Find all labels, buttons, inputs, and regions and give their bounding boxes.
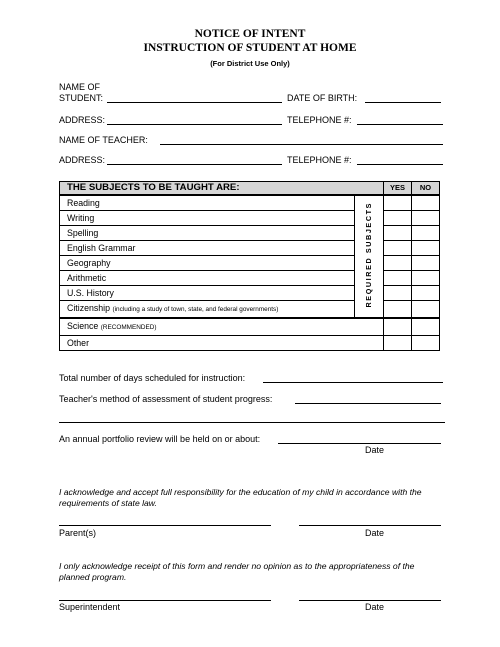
teacher-address-field[interactable] [107,164,282,165]
subject-reading: Reading [60,195,355,211]
student-label: STUDENT: [59,93,104,103]
superintendent-label: Superintendent [59,602,121,612]
student-name-field[interactable] [107,102,282,103]
checkbox-no[interactable] [412,286,440,301]
checkbox-yes[interactable] [384,195,412,211]
checkbox-yes[interactable] [384,241,412,256]
checkbox-yes[interactable] [384,211,412,226]
subject-arithmetic: Arithmetic [60,271,355,286]
district-use-note: (For District Use Only) [210,59,290,68]
checkbox-no[interactable] [412,271,440,286]
checkbox-no[interactable] [412,241,440,256]
superintendent-date-label: Date [365,602,385,612]
subject-spelling: Spelling [60,226,355,241]
table-row [60,195,440,211]
parent-label: Parent(s) [59,528,97,538]
table-row [60,336,440,351]
checkbox-yes[interactable] [384,336,412,351]
subject-english-grammar: English Grammar [60,241,355,256]
portfolio-review-label: An annual portfolio review will be held on or about: [59,434,261,444]
subjects-heading: THE SUBJECTS TO BE TAUGHT ARE: [60,182,384,196]
name-of-label: NAME OF [59,82,101,92]
address-field[interactable] [107,124,282,125]
required-subjects-label: REQUIRED SUBJECTS [355,195,384,318]
parent-date-field[interactable] [299,525,441,526]
subjects-table [59,181,440,351]
subject-geography: Geography [60,256,355,271]
checkbox-yes[interactable] [384,256,412,271]
portfolio-date-label: Date [365,445,385,455]
teacher-telephone-label: TELEPHONE #: [287,155,352,165]
subject-writing: Writing [60,211,355,226]
checkbox-yes[interactable] [384,301,412,319]
yes-column-header: YES [384,182,412,196]
telephone-label: TELEPHONE #: [287,115,352,125]
no-column-header: NO [412,182,440,196]
checkbox-yes[interactable] [384,226,412,241]
teacher-label: NAME OF TEACHER: [59,135,148,145]
assessment-field[interactable] [295,403,441,404]
checkbox-no[interactable] [412,226,440,241]
teacher-telephone-field[interactable] [357,164,443,165]
assessment-label: Teacher's method of assessment of student progress: [59,394,273,404]
superintendent-date-field[interactable] [299,600,441,601]
dob-field[interactable] [365,102,441,103]
dob-label: DATE OF BIRTH: [287,93,358,103]
form-subtitle: INSTRUCTION OF STUDENT AT HOME [143,42,357,54]
form-title: NOTICE OF INTENT [194,28,306,40]
teacher-address-label: ADDRESS: [59,155,106,165]
checkbox-no[interactable] [412,318,440,336]
checkbox-yes[interactable] [384,318,412,336]
subject-science: Science (RECOMMENDED) [60,318,384,336]
table-row [60,318,440,336]
parent-signature-field[interactable] [59,525,271,526]
superintendent-statement: I only acknowledge receipt of this form and render no opinion as to the appropriateness of the planned program. [59,561,415,582]
checkbox-no[interactable] [412,195,440,211]
subject-us-history: U.S. History [60,286,355,301]
portfolio-date-field[interactable] [278,443,441,444]
teacher-name-field[interactable] [160,144,443,145]
checkbox-no[interactable] [412,211,440,226]
checkbox-no[interactable] [412,256,440,271]
subject-other: Other [60,336,384,351]
checkbox-no[interactable] [412,301,440,319]
parent-date-label: Date [365,528,385,538]
telephone-field[interactable] [357,124,443,125]
days-scheduled-label: Total number of days scheduled for instruction: [59,373,246,383]
address-label: ADDRESS: [59,115,106,125]
days-scheduled-field[interactable] [263,382,443,383]
superintendent-signature-field[interactable] [59,600,271,601]
assessment-field-continued[interactable] [59,422,445,423]
subject-citizenship: Citizenship (including a study of town, state, and federal governments) [60,301,355,319]
parent-statement: I acknowledge and accept full responsibility for the education of my child in accordance with the requirements of state law. [59,487,422,508]
checkbox-yes[interactable] [384,271,412,286]
checkbox-no[interactable] [412,336,440,351]
checkbox-yes[interactable] [384,286,412,301]
